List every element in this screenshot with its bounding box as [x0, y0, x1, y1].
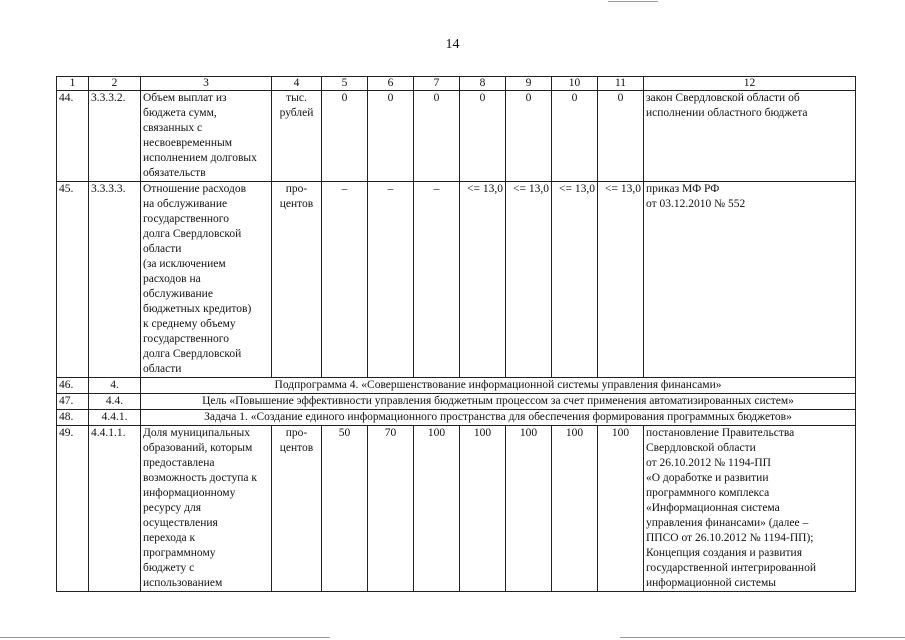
scan-artifact-top — [608, 1, 658, 2]
value-cell: 100 — [598, 426, 644, 592]
value-cell: 100 — [460, 426, 506, 592]
scan-artifact-bottom-right — [620, 637, 905, 638]
unit-cell: про- центов — [272, 426, 322, 592]
header-cell: 11 — [598, 77, 644, 91]
table-row-section — [57, 410, 856, 426]
header-cell: 4 — [272, 77, 322, 91]
header-cell: 6 — [368, 77, 414, 91]
row-number: 47. — [57, 394, 89, 410]
source-cell: закон Свердловской области об исполнении областного бюджета — [644, 91, 856, 182]
value-cell: 100 — [414, 426, 460, 592]
header-cell: 10 — [552, 77, 598, 91]
value-cell: – — [368, 182, 414, 378]
value-cell: 0 — [322, 91, 368, 182]
indicator-name: Объем выплат из бюджета сумм, связанных с несвоевременным исполнением долговых обязательств — [141, 91, 272, 182]
row-code: 3.3.3.3. — [89, 182, 141, 378]
value-cell: 0 — [552, 91, 598, 182]
value-cell: <= 13,0 — [506, 182, 552, 378]
table-row-section — [57, 394, 856, 410]
row-code: 4.4. — [89, 394, 141, 410]
row-number: 45. — [57, 182, 89, 378]
indicator-name: Отношение расходов на обслуживание государственного долга Свердловской области (за исключением расходов на обслуживание бюджетных кредитов) к среднему объему государственного долга Свердловской области — [141, 182, 272, 378]
table-row — [57, 91, 856, 182]
value-cell: 70 — [368, 426, 414, 592]
value-cell: 0 — [598, 91, 644, 182]
header-cell: 5 — [322, 77, 368, 91]
table-row — [57, 426, 856, 592]
value-cell: 50 — [322, 426, 368, 592]
source-cell: приказ МФ РФ от 03.12.2010 № 552 — [644, 182, 856, 378]
header-cell: 12 — [644, 77, 856, 91]
header-cell: 9 — [506, 77, 552, 91]
row-number: 49. — [57, 426, 89, 592]
unit-cell: тыс. рублей — [272, 91, 322, 182]
value-cell: 100 — [552, 426, 598, 592]
row-number: 46. — [57, 378, 89, 394]
indicators-table — [56, 76, 856, 592]
indicator-name: Доля муниципальных образований, которым предоставлена возможность доступа к информационному ресурсу для осуществления перехода к программному бюджету с использованием — [141, 426, 272, 592]
table-row — [57, 182, 856, 378]
row-code: 4. — [89, 378, 141, 394]
header-cell: 1 — [57, 77, 89, 91]
subprogram-title: Подпрограмма 4. «Совершенствование информационной системы управления финансами» — [141, 378, 856, 394]
row-number: 48. — [57, 410, 89, 426]
row-code: 4.4.1.1. — [89, 426, 141, 592]
header-cell: 2 — [89, 77, 141, 91]
value-cell: 0 — [368, 91, 414, 182]
table-row-section — [57, 378, 856, 394]
header-cell: 7 — [414, 77, 460, 91]
goal-title: Цель «Повышение эффективности управления бюджетным процессом за счет применения автоматизированных систем» — [141, 394, 856, 410]
value-cell: – — [414, 182, 460, 378]
source-cell: постановление Правительства Свердловской области от 26.10.2012 № 1194-ПП «О доработке и развитии программного комплекса «Информационная система управления финансами» (далее – ППСО от 26.10.2012 № 1194-ПП); Концепция создания и развития государственной интегрированной информационной системы — [644, 426, 856, 592]
value-cell: <= 13,0 — [552, 182, 598, 378]
value-cell: <= 13,0 — [598, 182, 644, 378]
task-title: Задача 1. «Создание единого информационного пространства для обеспечения формирования программных бюджетов» — [141, 410, 856, 426]
header-cell: 8 — [460, 77, 506, 91]
value-cell: 0 — [460, 91, 506, 182]
value-cell: 0 — [506, 91, 552, 182]
row-number: 44. — [57, 91, 89, 182]
table-header-row — [57, 77, 856, 91]
value-cell: 100 — [506, 426, 552, 592]
value-cell: 0 — [414, 91, 460, 182]
row-code: 4.4.1. — [89, 410, 141, 426]
scan-artifact-bottom-left — [0, 637, 330, 638]
unit-cell: про- центов — [272, 182, 322, 378]
row-code: 3.3.3.2. — [89, 91, 141, 182]
value-cell: – — [322, 182, 368, 378]
page-number: 14 — [445, 37, 460, 52]
header-cell: 3 — [141, 77, 272, 91]
value-cell: <= 13,0 — [460, 182, 506, 378]
